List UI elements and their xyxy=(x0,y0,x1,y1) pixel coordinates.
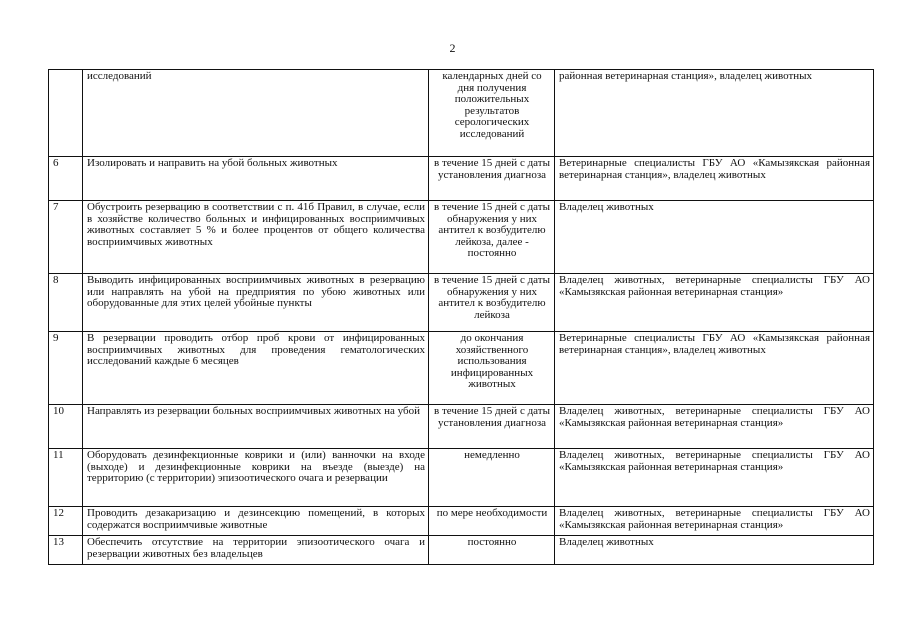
responsible-cell: районная ветеринарная станция», владелец животных xyxy=(555,70,874,157)
action-cell: Направлять из резервации больных восприимчивых животных на убой xyxy=(83,405,429,449)
table-row xyxy=(49,274,874,332)
action-cell: Оборудовать дезинфекционные коврики и (или) ванночки на входе (выходе) и дезинфекционные коврики на въезде (выезде) на территорию (с территории) эпизоотического очага и резервации xyxy=(83,449,429,507)
action-cell: Изолировать и направить на убой больных животных xyxy=(83,157,429,201)
row-number xyxy=(49,70,83,157)
row-number: 8 xyxy=(49,274,83,332)
term-cell: в течение 15 дней с даты установления диагноза xyxy=(429,157,555,201)
action-cell: Обеспечить отсутствие на территории эпизоотического очага и резервации животных без владельцев xyxy=(83,536,429,565)
table-row xyxy=(49,449,874,507)
action-cell: Проводить дезакаризацию и дезинсекцию помещений, в которых содержатся восприимчивые животные xyxy=(83,507,429,536)
term-cell: в течение 15 дней с даты установления диагноза xyxy=(429,405,555,449)
action-cell: В резервации проводить отбор проб крови от инфицированных восприимчивых животных для проведения гематологических исследований каждые 6 месяцев xyxy=(83,332,429,405)
page-number: 2 xyxy=(449,41,456,55)
row-number: 6 xyxy=(49,157,83,201)
action-cell: исследований xyxy=(83,70,429,157)
term-cell: немедленно xyxy=(429,449,555,507)
responsible-cell: Владелец животных, ветеринарные специалисты ГБУ АО «Камызякская районная ветеринарная станция» xyxy=(555,449,874,507)
term-cell: в течение 15 дней с даты обнаружения у них антител к возбудителю лейкоза, далее - постоянно xyxy=(429,201,555,274)
responsible-cell: Владелец животных, ветеринарные специалисты ГБУ АО «Камызякская районная ветеринарная станция» xyxy=(555,274,874,332)
action-cell: Обустроить резервацию в соответствии с п. 41б Правил, в случае, если в хозяйстве количество больных и инфицированных восприимчивых животных составляет 5 % и более процентов от общего количества восприимчивых животных xyxy=(83,201,429,274)
table-row xyxy=(49,70,874,157)
table-row xyxy=(49,201,874,274)
row-number: 12 xyxy=(49,507,83,536)
table-row xyxy=(49,157,874,201)
responsible-cell: Владелец животных xyxy=(555,536,874,565)
table-row xyxy=(49,332,874,405)
row-number: 13 xyxy=(49,536,83,565)
responsible-cell: Ветеринарные специалисты ГБУ АО «Камызякская районная ветеринарная станция», владелец животных xyxy=(555,157,874,201)
table-row xyxy=(49,405,874,449)
term-cell: постоянно xyxy=(429,536,555,565)
term-cell: в течение 15 дней с даты обнаружения у них антител к возбудителю лейкоза xyxy=(429,274,555,332)
term-cell: до окончания хозяйственного использования инфицированных животных xyxy=(429,332,555,405)
action-cell: Выводить инфицированных восприимчивых животных в резервацию или направлять на убой на предприятия по убою животных или оборудованные для этих целей убойные пункты xyxy=(83,274,429,332)
row-number: 9 xyxy=(49,332,83,405)
responsible-cell: Владелец животных, ветеринарные специалисты ГБУ АО «Камызякская районная ветеринарная станция» xyxy=(555,405,874,449)
row-number: 11 xyxy=(49,449,83,507)
term-cell: по мере необходимости xyxy=(429,507,555,536)
table-row xyxy=(49,507,874,536)
term-cell: календарных дней со дня получения положительных результатов серологических исследований xyxy=(429,70,555,157)
responsible-cell: Владелец животных, ветеринарные специалисты ГБУ АО «Камызякская районная ветеринарная станция» xyxy=(555,507,874,536)
row-number: 7 xyxy=(49,201,83,274)
row-number: 10 xyxy=(49,405,83,449)
responsible-cell: Ветеринарные специалисты ГБУ АО «Камызякская районная ветеринарная станция», владелец животных xyxy=(555,332,874,405)
responsible-cell: Владелец животных xyxy=(555,201,874,274)
table-row xyxy=(49,536,874,565)
measures-table xyxy=(48,69,874,565)
